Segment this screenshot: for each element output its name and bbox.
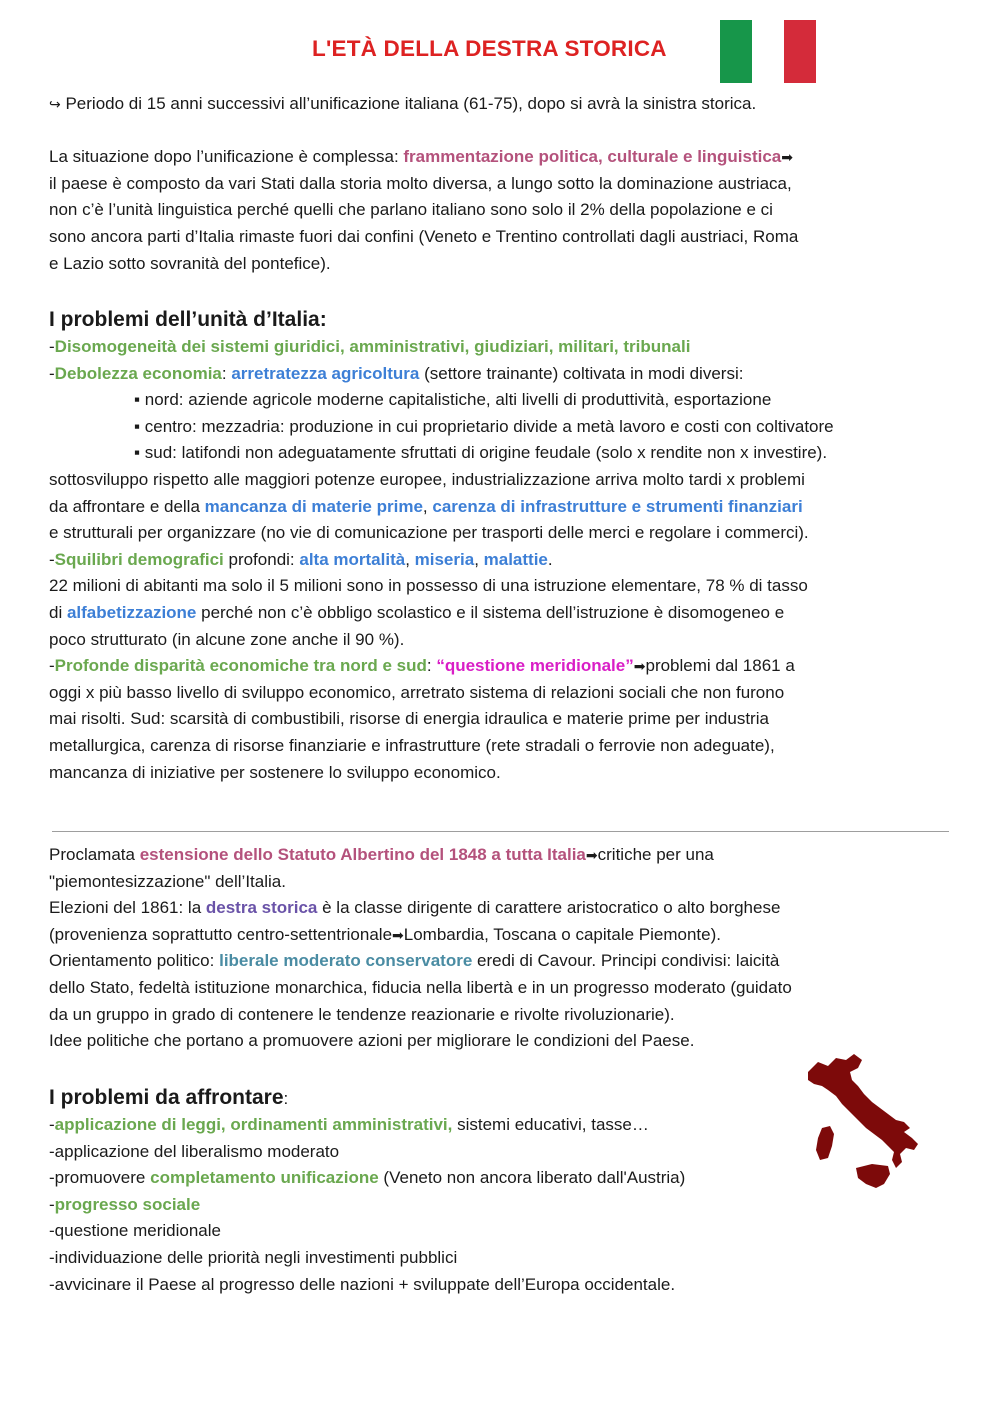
- statuto-line-4: [49, 922, 969, 949]
- underdevelopment-line-2: [49, 494, 969, 521]
- flag-red-band: [784, 20, 816, 83]
- task-item-4: [49, 1192, 969, 1219]
- disease-highlight: malattie: [483, 549, 548, 569]
- dash: -: [49, 1115, 55, 1134]
- text: Orientamento politico:: [49, 951, 220, 971]
- statuto-highlight: estensione dello Statuto Albertino del 1848 a tutta Italia: [139, 845, 586, 864]
- bullet-sud: [49, 440, 969, 467]
- south-line-2: mai risolti. Sud: scarsità di combustibili, risorse di energia idraulica e materie prime per industria: [49, 709, 769, 729]
- south-line-1: oggi x più basso livello di sviluppo economico, arretrato sistema di relazioni sociali che non furono: [49, 682, 785, 702]
- text: :: [221, 363, 232, 383]
- sicily-island: [856, 1164, 890, 1188]
- italy-map-icon: [800, 1050, 925, 1195]
- orientation-highlight: liberale moderato conservatore: [219, 951, 473, 971]
- text: di: [49, 602, 67, 622]
- situation-text: La situazione dopo l’unificazione è complessa:: [49, 147, 404, 167]
- south-line-3: metallurgica, carenza di risorse finanziarie e infrastrutture (rete stradali o ferrovie non adeguate),: [49, 735, 775, 755]
- text: da affrontare e della: [49, 496, 205, 516]
- situation-line-4: sono ancora parti d’Italia rimaste fuori dai confini (Veneto e Trentino controllati dagli austriaci, Roma: [49, 226, 799, 246]
- raw-materials-highlight: mancanza di materie prime: [204, 496, 423, 516]
- statuto-line-3: [49, 895, 969, 922]
- situation-line-2: il paese è composto da vari Stati dalla storia molto diversa, a lungo sotto la dominazione austriaca,: [49, 173, 792, 193]
- south-line-4: mancanza di iniziative per sostenere lo sviluppo economico.: [49, 762, 501, 782]
- text: ,: [474, 549, 484, 569]
- task-item-2: -applicazione del liberalismo moderato: [49, 1141, 340, 1161]
- hook-arrow-icon: ↪: [49, 97, 61, 113]
- demographic-highlight: Squilibri demografici: [54, 549, 224, 569]
- text: Proclamata: [49, 845, 140, 864]
- text: perché non c’è obbligo scolastico e il sistema dell’istruzione è disomogeneo e: [196, 602, 785, 622]
- statuto-section: [49, 842, 969, 1055]
- intro-section: [49, 91, 969, 277]
- underdevelopment-line-1: sottosviluppo rispetto alle maggiori potenze europee, industrializzazione arriva molto tardi x problemi: [49, 469, 805, 489]
- text: profondi:: [223, 549, 300, 569]
- problem-item-4: [49, 653, 969, 680]
- population-line-3: poco strutturato (in alcune zone anche il 90 %).: [49, 629, 405, 649]
- agriculture-highlight: arretratezza agricoltura: [231, 363, 420, 383]
- problem-1-highlight: Disomogeneità dei sistemi giuridici, amministrativi, giudiziari, militari, tribunali: [54, 337, 691, 356]
- dash: -: [49, 656, 55, 676]
- right-arrow-icon: ➡: [585, 848, 598, 864]
- text: :: [426, 656, 437, 676]
- right-arrow-icon: ➡: [633, 659, 646, 676]
- underdevelopment-line-3: e strutturali per organizzare (no vie di comunicazione per trasporti delle merci e regolare i commerci).: [49, 523, 809, 543]
- italian-flag-icon: [720, 20, 816, 83]
- population-line-2: [49, 600, 969, 627]
- problems-heading: I problemi dell’unità d’Italia:: [49, 308, 327, 331]
- situation-line-1: [49, 144, 969, 171]
- problem-item-3: [49, 547, 969, 574]
- text: (settore trainante) coltivata in modi diversi:: [419, 363, 744, 383]
- task-item-7: -avvicinare il Paese al progresso delle nazioni + sviluppate dell’Europa occidentale.: [49, 1274, 676, 1294]
- intro-line: [49, 91, 969, 118]
- text: sistemi educativi, tasse…: [452, 1115, 649, 1134]
- colon: :: [283, 1089, 289, 1108]
- bullet-text: nord: aziende agricole moderne capitalistiche, alti livelli di produttività, esportazione: [144, 390, 772, 410]
- statuto-line-8: Idee politiche che portano a promuovere azioni per migliorare le condizioni del Paese.: [49, 1031, 695, 1051]
- task-item-5: -questione meridionale: [49, 1221, 221, 1241]
- progress-highlight: progresso sociale: [54, 1194, 201, 1214]
- text: problemi dal 1861 a: [645, 656, 795, 676]
- laws-highlight: applicazione di leggi, ordinamenti amministrativi,: [54, 1115, 453, 1134]
- right-arrow-icon: ➡: [392, 927, 404, 944]
- problem-2-highlight: Debolezza economia: [54, 363, 222, 383]
- text: ,: [422, 496, 433, 516]
- text: (Veneto non ancora liberato dall'Austria): [378, 1168, 686, 1188]
- problem-item-2: [49, 361, 969, 388]
- page-title: L'ETÀ DELLA DESTRA STORICA: [312, 36, 667, 61]
- text: -promuovere: [49, 1168, 151, 1188]
- disparity-highlight: Profonde disparità economiche tra nord e sud: [54, 656, 427, 676]
- problems-section: [49, 306, 969, 786]
- text: Elezioni del 1861: la: [49, 898, 206, 918]
- bullet-text: sud: latifondi non adeguatamente sfruttati di origine feudale (solo x rendite non x investire).: [144, 443, 828, 463]
- bullet-icon: ▪: [134, 390, 141, 410]
- mortality-highlight: alta mortalità: [299, 549, 406, 569]
- intro-text: Periodo di 15 anni successivi all’unificazione italiana (61-75), dopo si avrà la sinistra storica.: [65, 94, 757, 113]
- text: eredi di Cavour. Principi condivisi: laicità: [472, 951, 780, 971]
- flag-white-band: [752, 20, 784, 83]
- task-item-6: -individuazione delle priorità negli investimenti pubblici: [49, 1247, 458, 1267]
- destra-storica-highlight: destra storica: [205, 898, 318, 918]
- text: .: [547, 549, 553, 569]
- bullet-text: centro: mezzadria: produzione in cui proprietario divide a metà lavoro e costi con coltivatore: [144, 416, 834, 436]
- sardinia-island: [816, 1126, 834, 1160]
- literacy-highlight: alfabetizzazione: [66, 602, 197, 622]
- text: ,: [405, 549, 415, 569]
- statuto-line-2: "piemontesizzazione" dell’Italia.: [49, 871, 286, 891]
- text: è la classe dirigente di carattere aristocratico o alto borghese: [317, 898, 781, 918]
- bullet-centro: [49, 414, 969, 441]
- text: (provenienza soprattutto centro-settentrionale: [49, 924, 393, 944]
- population-line-1: 22 milioni di abitanti ma solo il 5 milioni sono in possesso di una istruzione elementare, 78 % di tasso: [49, 576, 808, 596]
- bullet-icon: ▪: [134, 443, 141, 463]
- statuto-line-6: dello Stato, fedeltà istituzione monarchica, fiducia nella libertà e in un progresso moderato (guidato: [49, 977, 792, 997]
- statuto-line-5: [49, 948, 969, 975]
- flag-green-band: [720, 20, 752, 83]
- dash: -: [49, 1194, 55, 1214]
- poverty-highlight: miseria: [414, 549, 475, 569]
- statuto-line-1: [49, 842, 969, 869]
- text: critiche per una: [597, 845, 714, 864]
- dash: -: [49, 549, 55, 569]
- statuto-line-7: da un gruppo in grado di contenere le tendenze reazionarie e rivolte rivoluzionarie).: [49, 1004, 675, 1024]
- dash: -: [49, 337, 55, 356]
- unification-highlight: completamento unificazione: [150, 1168, 379, 1188]
- situation-line-5: e Lazio sotto sovranità del pontefice).: [49, 253, 331, 273]
- southern-question-highlight: “questione meridionale”: [436, 656, 634, 676]
- right-arrow-icon: ➡: [781, 150, 793, 167]
- problem-item-1: [49, 334, 969, 361]
- tasks-heading-text: I problemi da affrontare: [49, 1086, 284, 1109]
- dash: -: [49, 363, 55, 383]
- fragmentation-highlight: frammentazione politica, culturale e linguistica: [403, 147, 782, 167]
- situation-line-3: non c’è l’unità linguistica perché quelli che parlano italiano sono solo il 2% della popolazione e ci: [49, 200, 773, 220]
- infrastructure-highlight: carenza di infrastrutture e strumenti finanziari: [432, 496, 803, 516]
- bullet-nord: [49, 387, 969, 414]
- text: Lombardia, Toscana o capitale Piemonte).: [403, 924, 721, 944]
- bullet-icon: ▪: [134, 416, 141, 436]
- section-divider: [52, 831, 949, 832]
